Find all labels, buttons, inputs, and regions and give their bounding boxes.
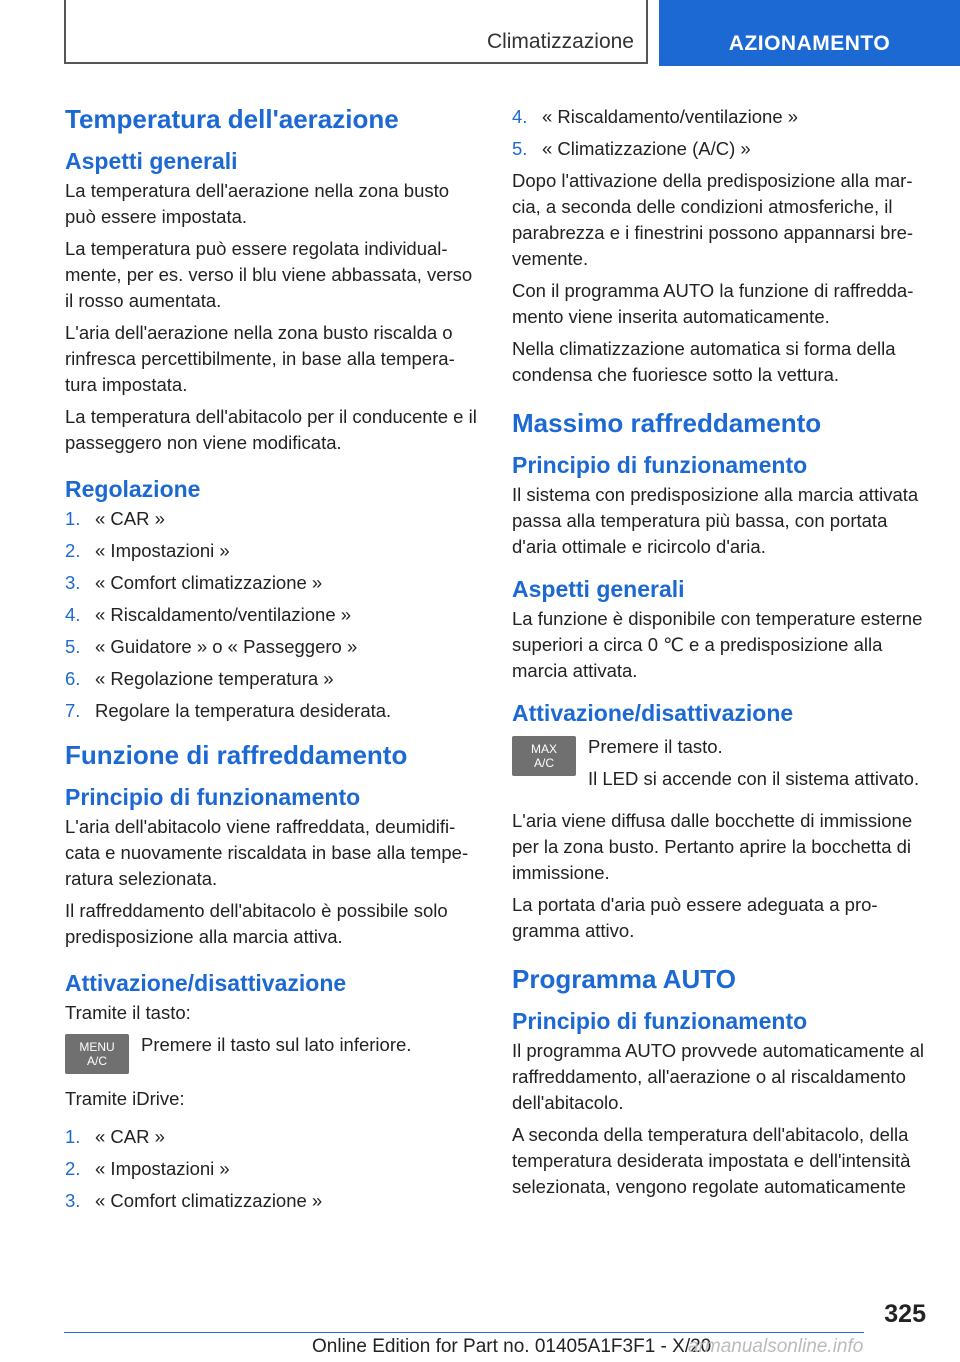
paragraph: Il LED si accende con il sistema attivato. xyxy=(588,768,920,789)
idrive-steps xyxy=(65,1124,479,1214)
subheading-attivazione: Attivazione/disattivazione xyxy=(65,970,347,996)
subheading-attivazione: Attivazione/disattivazione xyxy=(512,700,794,726)
paragraph: L'aria dell'aerazione nella zona busto riscalda o rinfresca percettibilmente, in base alla temperatura impostata. xyxy=(65,322,455,395)
list-item: 7. Regolare la temperatura desiderata. xyxy=(65,700,392,721)
paragraph: La portata d'aria può essere adeguata a programma attivo. xyxy=(512,894,878,941)
paragraph: Con il programma AUTO la funzione di raffreddamento viene inserita automaticamente. xyxy=(512,280,914,327)
paragraph: Tramite il tasto: xyxy=(65,1002,191,1023)
list-item: 4. « Riscaldamento/ventilazione » xyxy=(65,604,352,625)
chapter-tab xyxy=(659,0,960,66)
subheading-aspetti: Aspetti generali xyxy=(512,576,685,602)
heading-massimo: Massimo raffreddamento xyxy=(512,408,822,438)
list-item: 1. « CAR » xyxy=(65,508,165,529)
paragraph: Il sistema con predisposizione alla marcia attivata passa alla temperatura più bassa, con portata d'aria ottimale e ricircolo d'aria. xyxy=(512,484,919,557)
menu-ac-key-icon: MENU A/C xyxy=(65,1034,129,1074)
subheading-regolazione: Regolazione xyxy=(65,476,201,502)
paragraph: La funzione è disponibile con temperature esterne superiori a circa 0 ℃ e a predisposizione alla marcia attivata. xyxy=(512,608,923,681)
section-title: Climatizzazione xyxy=(486,30,634,53)
subheading-principio-auto: Principio di funzionamento xyxy=(512,1008,808,1034)
heading-temperatura: Temperatura dell'aerazione xyxy=(65,104,399,134)
paragraph: Il raffreddamento dell'abitacolo è possibile solo predisposizione alla marcia attiva. xyxy=(65,900,448,947)
continued-steps xyxy=(512,104,926,162)
paragraph: La temperatura dell'aerazione nella zona busto può essere impostata. xyxy=(65,180,450,227)
subheading-principio: Principio di funzionamento xyxy=(65,784,361,810)
right-column xyxy=(512,104,926,1206)
footer-divider xyxy=(64,1332,864,1333)
header-frame xyxy=(64,0,648,64)
paragraph: Nella climatizzazione automatica si forma della condensa che fuoriesce sotto la vettura. xyxy=(512,338,896,385)
max-ac-key-icon: MAX A/C xyxy=(512,736,576,776)
list-item: 3. « Comfort climatizzazione » xyxy=(65,572,323,593)
list-item: 6. « Regolazione temperatura » xyxy=(65,668,334,689)
heading-auto: Programma AUTO xyxy=(512,964,736,994)
menu-ac-row xyxy=(65,1032,479,1074)
left-column xyxy=(65,96,479,1228)
paragraph: Premere il tasto sul lato inferiore. xyxy=(141,1034,412,1055)
list-item: 1. « CAR » xyxy=(65,1126,165,1147)
paragraph: L'aria dell'abitacolo viene raffreddata, deumidificata e nuovamente riscaldata in base alla temperatura selezionata. xyxy=(65,816,469,889)
subheading-principio: Principio di funzionamento xyxy=(512,452,808,478)
paragraph: Il programma AUTO provvede automaticamente al raffreddamento, all'aerazione o al riscaldamento dell'abitacolo. xyxy=(512,1040,924,1113)
paragraph: Tramite iDrive: xyxy=(65,1088,185,1109)
footer-edition: Online Edition for Part no. 01405A1F3F1 - X/20 xyxy=(312,1336,712,1357)
max-ac-row xyxy=(512,734,926,798)
list-item: 5. « Climatizzazione (A/C) » xyxy=(512,138,751,159)
heading-raffreddamento: Funzione di raffreddamento xyxy=(65,740,408,770)
page-number: 325 xyxy=(884,1300,926,1328)
paragraph: A seconda della temperatura dell'abitacolo, della temperatura desiderata impostata e dell'intensità selezionata, vengono regolate automaticamente xyxy=(512,1124,911,1197)
list-item: 2. « Impostazioni » xyxy=(65,1158,230,1179)
list-item: 5. « Guidatore » o « Passeggero » xyxy=(65,636,358,657)
paragraph: La temperatura dell'abitacolo per il conducente e il passeggero non viene modificata. xyxy=(65,406,477,453)
list-item: 2. « Impostazioni » xyxy=(65,540,230,561)
paragraph: L'aria viene diffusa dalle bocchette di immissione per la zona busto. Pertanto aprire la bocchetta di immissione. xyxy=(512,810,913,883)
regolazione-steps xyxy=(65,506,479,724)
paragraph: Dopo l'attivazione della predisposizione alla marcia, a seconda delle condizioni atmosferiche, il parabrezza e i finestrini possono appannarsi brevemente. xyxy=(512,170,914,269)
watermark: armanualsonline.info xyxy=(688,1336,864,1357)
paragraph: La temperatura può essere regolata individualmente, per es. verso il blu viene abbassata, verso il rosso aumentata. xyxy=(65,238,473,311)
chapter-title: AZIONAMENTO xyxy=(728,32,891,55)
list-item: 4. « Riscaldamento/ventilazione » xyxy=(512,106,799,127)
list-item: 3. « Comfort climatizzazione » xyxy=(65,1190,323,1211)
subheading-aspetti: Aspetti generali xyxy=(65,148,238,174)
paragraph: Premere il tasto. xyxy=(588,736,723,757)
